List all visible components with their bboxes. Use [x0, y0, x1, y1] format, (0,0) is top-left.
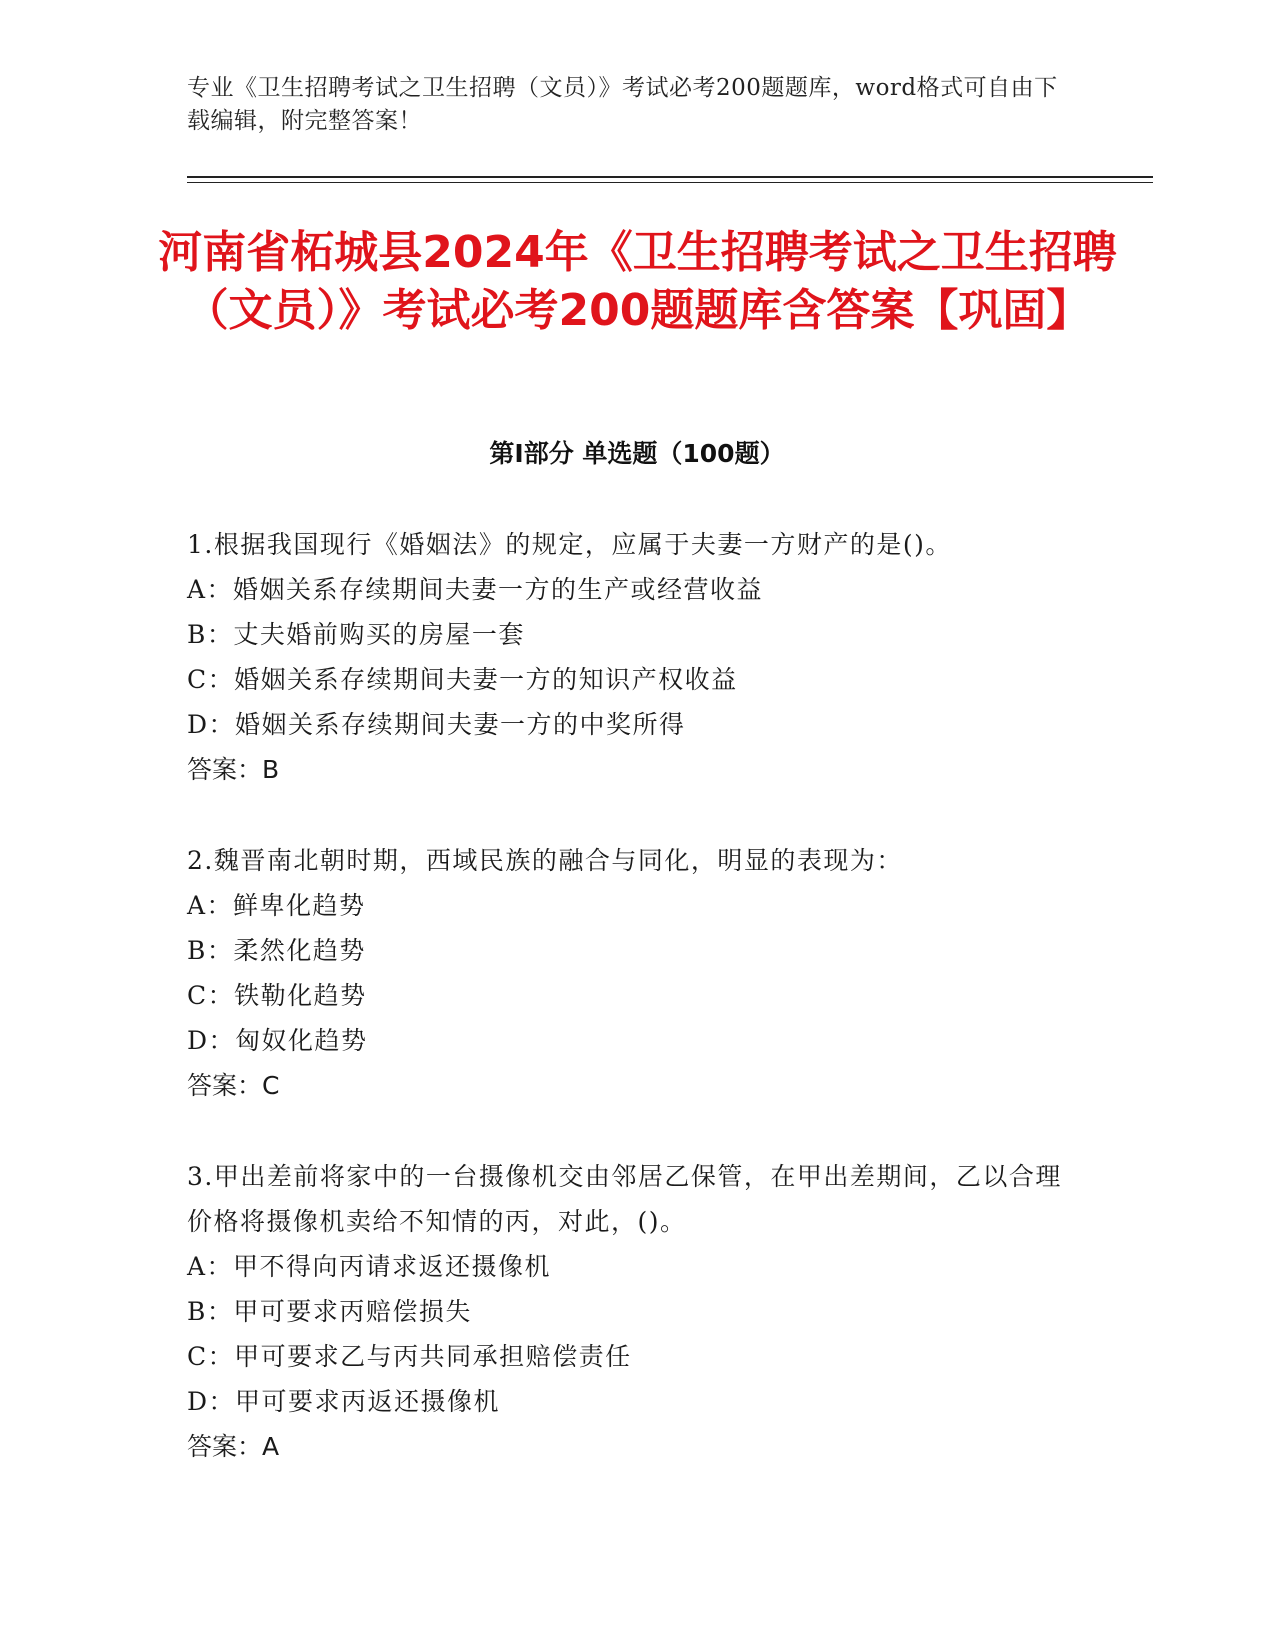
answer: 答案：B [187, 755, 280, 784]
option-c: C：铁勒化趋势 [187, 981, 367, 1010]
question-stem: 3.甲出差前将家中的一台摄像机交由邻居乙保管，在甲出差期间，乙以合理价格将摄像机卖给不知情的丙，对此，()。 [187, 1162, 1062, 1236]
option-d: D：甲可要求丙返还摄像机 [187, 1387, 501, 1416]
header-divider-thin [187, 182, 1153, 183]
question-1 [187, 522, 1067, 792]
option-b: B：甲可要求丙赔偿损失 [187, 1297, 472, 1326]
option-a: A：婚姻关系存续期间夫妻一方的生产或经营收益 [187, 575, 764, 604]
option-c: C：甲可要求乙与丙共同承担赔偿责任 [187, 1342, 632, 1371]
option-a: A：甲不得向丙请求返还摄像机 [187, 1252, 552, 1281]
question-3 [187, 1154, 1067, 1469]
option-a: A：鲜卑化趋势 [187, 891, 366, 920]
answer: 答案：A [187, 1432, 280, 1461]
option-b: B：柔然化趋势 [187, 936, 366, 965]
document-title: 河南省柘城县2024年《卫生招聘考试之卫生招聘（文员）》考试必考200题题库含答案【巩固】 [158, 227, 1117, 336]
section-heading: 第I部分 单选题（100题） [489, 439, 785, 468]
question-2 [187, 838, 1067, 1108]
header-note: 专业《卫生招聘考试之卫生招聘（文员）》考试必考200题题库，word格式可自由下载编辑，附完整答案！ [187, 75, 1058, 134]
answer: 答案：C [187, 1071, 280, 1100]
question-stem: 2.魏晋南北朝时期，西域民族的融合与同化，明显的表现为： [187, 846, 903, 875]
option-b: B：丈夫婚前购买的房屋一套 [187, 620, 525, 649]
question-stem: 1.根据我国现行《婚姻法》的规定，应属于夫妻一方财产的是()。 [187, 530, 952, 559]
header-divider-thick [187, 176, 1153, 178]
option-d: D：婚姻关系存续期间夫妻一方的中奖所得 [187, 710, 686, 739]
option-c: C：婚姻关系存续期间夫妻一方的知识产权收益 [187, 665, 738, 694]
option-d: D：匈奴化趋势 [187, 1026, 368, 1055]
